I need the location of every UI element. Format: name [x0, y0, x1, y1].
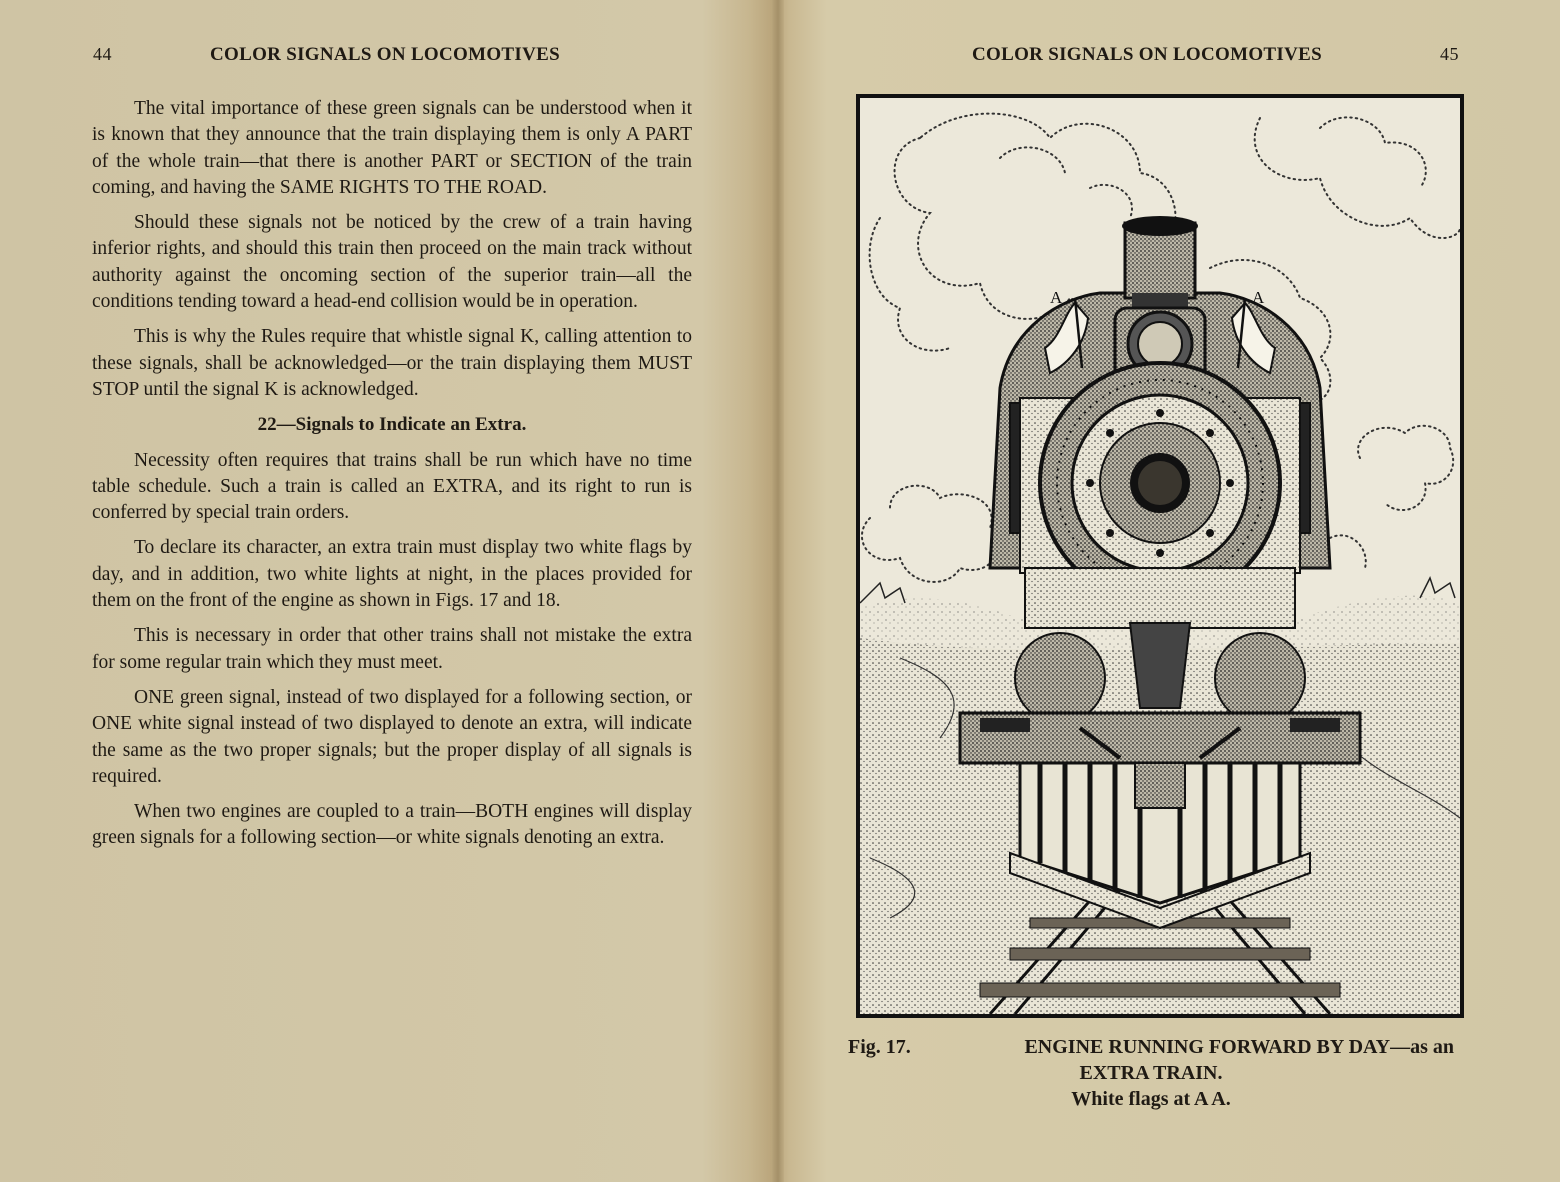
running-head-right: COLOR SIGNALS ON LOCOMOTIVES: [972, 44, 1322, 65]
caption-line-3: White flags at A A.: [1071, 1088, 1231, 1110]
paragraph: When two engines are coupled to a train—BOTH engines will display green signals for a following section—or white signals denoting an extra.: [92, 801, 692, 849]
paragraph: This is why the Rules require that whistle signal K, calling attention to these signals, shall be acknowledged—or the train displaying them MUST STOP until the signal K is acknowledged.: [92, 326, 692, 400]
page-number-right: 45: [1440, 44, 1459, 64]
paragraph: Should these signals not be noticed by the crew of a train having inferior rights, and should this train then proceed on the main track without authority against the oncoming section of the superior train—all the conditions tending toward a head-end collision would be in operation.: [92, 212, 692, 313]
left-body-text: [92, 96, 692, 861]
paragraph: This is necessary in order that other trains shall not mistake the extra for some regular train which they must meet.: [92, 625, 692, 673]
flag-label-left: A: [1050, 288, 1063, 307]
caption-line-2: EXTRA TRAIN.: [1079, 1062, 1223, 1084]
running-head-left: COLOR SIGNALS ON LOCOMOTIVES: [210, 44, 560, 65]
section-title: 22—Signals to Indicate an Extra.: [257, 414, 527, 436]
figure-caption: [848, 1034, 1454, 1112]
paragraph: The vital importance of these green signals can be understood when it is known that they announce that the train displaying them is only A PART of the whole train—that there is another PART or SECTION of the train coming, and having the SAME RIGHTS TO THE ROAD.: [92, 98, 692, 198]
right-page: [782, 0, 1560, 1182]
caption-line-1: ENGINE RUNNING FORWARD BY DAY—as an: [1024, 1036, 1454, 1058]
left-page: [0, 0, 778, 1182]
flag-label-right: A: [1252, 288, 1265, 307]
paragraph: To declare its character, an extra train must display two white flags by day, and in addition, two white lights at night, in the places provided for them on the front of the engine as shown in Figs. 17 and 18.: [92, 537, 692, 612]
page-number-left: 44: [93, 44, 112, 64]
paragraph: Necessity often requires that trains shall be run which have no time table schedule. Such a train is called an EXTRA, and its right to run is conferred by special train orders.: [92, 449, 692, 524]
figure-number: Fig. 17.: [848, 1036, 911, 1058]
locomotive-illustration: [856, 94, 1464, 1018]
paragraph: ONE green signal, instead of two displayed for a following section, or ONE white signal instead of two displayed to denote an extra, will indicate the same as the two proper signals; but the proper display of all signals is required.: [92, 686, 692, 787]
